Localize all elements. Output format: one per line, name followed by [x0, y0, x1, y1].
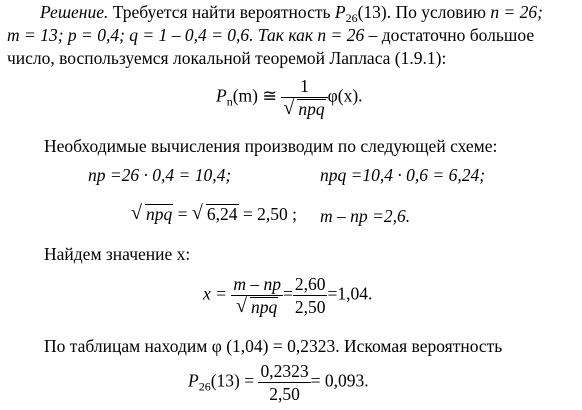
formula-text: npq =10,4 · 0,6 = 6,24;: [320, 165, 486, 185]
prob-subscript: 26: [345, 11, 358, 25]
text-span: По таблицам находим φ (1,04) = 0,2323. Искомая вероятность: [44, 336, 503, 356]
m-np-calc: [320, 206, 410, 226]
laplace-formula: [216, 76, 363, 119]
calc-intro: [44, 136, 497, 156]
fraction: [258, 361, 310, 404]
fraction-numerator: m – np: [233, 274, 281, 294]
formula-text: (m) ≅: [232, 85, 278, 106]
formula-symbol: P: [188, 370, 199, 391]
sqrt-content: npq: [298, 99, 325, 119]
paragraph-line-3: [7, 48, 446, 68]
fraction-denominator: √ npq: [236, 295, 278, 317]
formula-text: = 2,50 ;: [242, 204, 297, 224]
sqrt-content: npq: [251, 297, 278, 317]
formula-subscript: n: [226, 94, 233, 109]
fraction-denominator: 2,50: [269, 384, 300, 404]
conditions-text: m = 13; p = 0,4; q = 1 – 0,4 = 0,6. Так как: [7, 25, 318, 45]
sqrt-content: npq: [146, 204, 173, 224]
formula-symbol: P: [216, 85, 227, 106]
npq-calc: [320, 165, 485, 185]
formula-text: = 0,093.: [310, 370, 369, 391]
fraction-denominator: 2,50: [294, 297, 326, 317]
x-formula: x = m – np √ npq = $\frac{2,60}{2,50}$ =1,04.: [203, 274, 373, 317]
formula-text: m – np =2,6.: [320, 206, 411, 226]
find-x-line: [44, 244, 190, 264]
formula-text: np =26 · 0,4 = 10,4;: [88, 165, 232, 185]
text-span: (13). По условию: [357, 2, 491, 22]
text-span: число, воспользуемся локальной теоремой Лапласа (1.9.1):: [7, 48, 447, 68]
text-span: Найдем значение x:: [44, 244, 191, 264]
fraction-numerator: 2,60: [294, 274, 326, 294]
text-span: – достаточно большое: [364, 25, 535, 45]
formula-text: φ(x).: [327, 85, 363, 106]
fraction: [231, 274, 283, 317]
sqrt-content: 6,24: [206, 204, 238, 224]
formula-text: x =: [203, 283, 227, 304]
prob-symbol: P: [334, 2, 346, 22]
fraction-denominator: √ npq: [283, 97, 325, 119]
result-formula: [188, 361, 369, 404]
n-value-2: n = 26: [317, 25, 365, 45]
formula-subscript: 26: [198, 379, 211, 394]
sqrt-calc: √ npq = √ 6,24 = 2,50 ;: [131, 202, 297, 224]
np-calc: [88, 165, 231, 185]
fraction-numerator: 0,2323: [260, 361, 309, 381]
n-value: n = 26;: [490, 2, 543, 22]
formula-text: =1,04.: [327, 283, 373, 304]
table-line: [44, 336, 502, 356]
formula-text: (13) =: [210, 370, 255, 391]
fraction: [293, 274, 328, 317]
fraction: [281, 76, 327, 119]
paragraph-line-2: [7, 25, 534, 45]
text-span: Требуется найти вероятность: [108, 2, 335, 22]
fraction-numerator: 1: [281, 76, 327, 98]
text-span: Необходимые вычисления производим по следующей схеме:: [44, 136, 498, 156]
solution-label: Решение.: [40, 2, 109, 22]
